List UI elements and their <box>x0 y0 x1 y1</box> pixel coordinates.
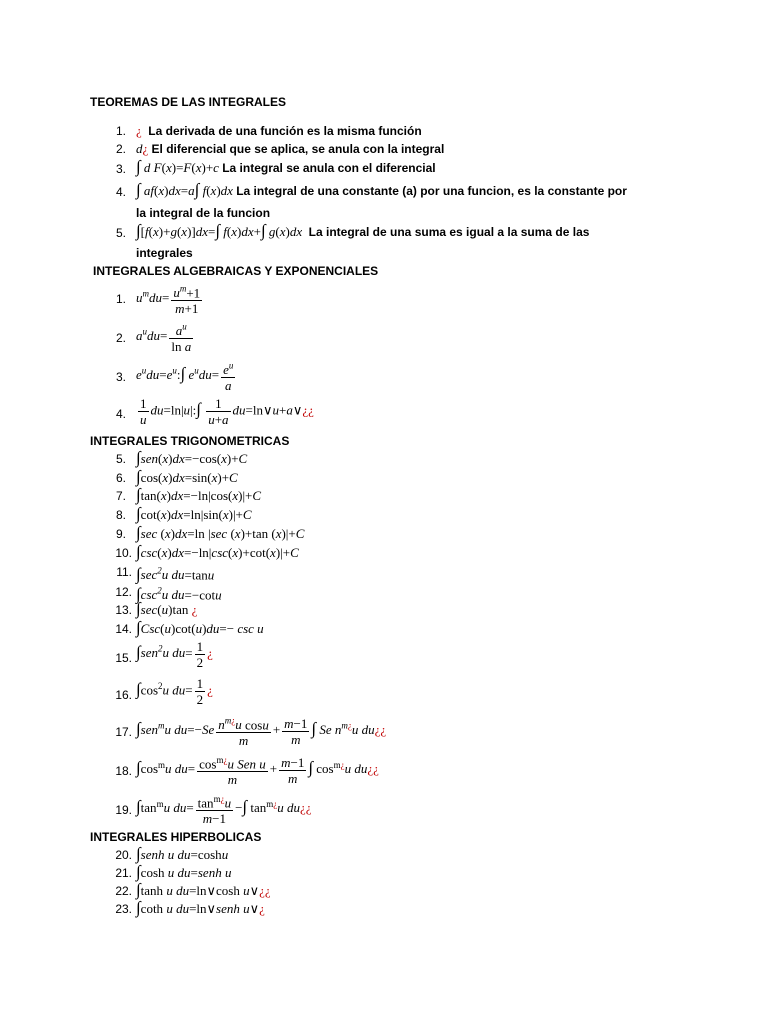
formula-10: ∫csc(x)dx=−ln|csc(x)+cot(x)|+C <box>136 542 299 561</box>
formula-9: ∫sec (x)dx=ln |sec (x)+tan (x)|+C <box>136 523 305 542</box>
formula-14: ∫Csc(u)cot(u)du=− csc u <box>136 618 264 637</box>
formula-7: ∫tan(x)dx=−ln|cos(x)|+C <box>136 485 262 504</box>
item-number: 1. <box>115 292 126 306</box>
theorem-4-cont: la integral de la funcion <box>136 206 271 220</box>
item-number: 16. <box>115 688 132 702</box>
item-number: 1. <box>115 124 126 138</box>
theorem-4: ∫ af(x)dx=a∫ f(x)dx La integral de una constante (a) por una funcion, es la constante por <box>136 180 627 199</box>
item-number: 9. <box>115 527 126 541</box>
item-number: 3. <box>115 370 126 384</box>
formula-17: ∫sen$^m$u du=−Se $\frac{n^{m¿}u \cos u}{m}$ + $\frac{m-1}{m}$ ∫ Se $n^{m¿}u$ du¿¿ <box>136 715 387 749</box>
item-number: 19. <box>115 803 132 817</box>
formula-2: $a^udu=$ $\frac{a^u}{\text{ln a}}$ <box>136 322 192 355</box>
item-number: 4. <box>115 185 126 199</box>
section-heading-hiperbolicas: INTEGRALES HIPERBOLICAS <box>90 830 262 844</box>
item-number: 11. <box>116 565 132 579</box>
item-number: 5. <box>115 452 126 466</box>
item-number: 13. <box>115 603 132 617</box>
page-title: TEOREMAS DE LAS INTEGRALES <box>90 95 287 109</box>
formula-21: ∫cosh u du=senh u <box>136 862 232 881</box>
section-heading-trigonometricas: INTEGRALES TRIGONOMETRICAS <box>90 434 290 448</box>
item-number: 21. <box>115 866 132 880</box>
item-number: 12. <box>115 585 132 599</box>
formula-19: $\int\tan^mu$ du= $\frac{\tan^{m¿}u}{m-1}$ −∫ $\tan^{m¿}u$ du¿¿ <box>136 794 312 827</box>
item-number: 22. <box>115 884 132 898</box>
formula-13: ∫sec(u)tan ¿ <box>136 599 198 618</box>
formula-23: ∫coth u du=ln∨senh u∨¿ <box>136 898 265 917</box>
theorem-3: ∫ d F(x)=F(x)+c La integral se anula con el diferencial <box>136 157 436 176</box>
item-number: 18. <box>115 764 132 778</box>
formula-22: ∫tanh u du=ln∨cosh u∨¿¿ <box>136 880 271 899</box>
section-heading-algebraicas: INTEGRALES ALGEBRAICAS Y EXPONENCIALES <box>93 264 379 278</box>
item-number: 6. <box>115 471 126 485</box>
formula-3: $e^udu=e^u:\int$ $e^udu=$ $\frac{e^u}{a}$ <box>136 361 234 394</box>
item-number: 8. <box>115 508 126 522</box>
item-number: 20. <box>115 848 132 862</box>
item-number: 3. <box>115 162 126 176</box>
theorem-5: ∫[f(x)+g(x)]dx=∫ f(x)dx+∫ g(x)dx La integral de una suma es igual a la suma de las <box>136 221 590 240</box>
item-number: 2. <box>115 142 126 156</box>
item-number: 23. <box>115 902 132 916</box>
formula-18: $\int\cos^mu$ du= $\frac{\cos^{m¿}u Sen u}{m}$ + $\frac{m-1}{m}$ ∫ $\cos^{m¿}u$ du¿¿ <box>136 754 379 788</box>
theorem-1: ¿ La derivada de una función es la misma función <box>136 123 422 138</box>
item-number: 7. <box>115 489 126 503</box>
item-number: 14. <box>115 622 132 636</box>
item-number: 10. <box>115 546 132 560</box>
item-number: 17. <box>115 725 132 739</box>
formula-8: ∫cot(x)dx=ln|sin(x)|+C <box>136 504 252 523</box>
formula-4: $\frac{1}{u}$ du=ln|u|:∫ $\frac{1}{u+a}$ du=ln∨u+a∨¿¿ <box>140 396 314 427</box>
formula-20: ∫senh u du=coshu <box>136 844 229 863</box>
formula-15: ∫sen$^2$u du= $\frac{1}{2}$ ¿ <box>136 639 213 670</box>
item-number: 2. <box>115 331 126 345</box>
formula-11: $\int\sec^2u$ du=tanu <box>136 564 215 584</box>
item-number: 15. <box>115 651 132 665</box>
item-number: 4. <box>115 407 126 421</box>
item-number: 5. <box>115 226 126 240</box>
formula-12: $\int\csc^2u$ du=−cotu <box>136 584 222 604</box>
formula-1: $u^mdu=$ $\frac{u^m+1}{m+1}$ <box>136 284 201 317</box>
theorem-5-cont: integrales <box>136 246 193 260</box>
formula-6: ∫cos(x)dx=sin(x)+C <box>136 467 238 486</box>
formula-16: $\int\cos^2u$ du= $\frac{1}{2}$ ¿ <box>136 676 213 707</box>
theorem-2: d¿ El diferencial que se aplica, se anula con la integral <box>136 141 445 156</box>
formula-5: ∫sen(x)dx=−cos(x)+C <box>136 448 248 467</box>
